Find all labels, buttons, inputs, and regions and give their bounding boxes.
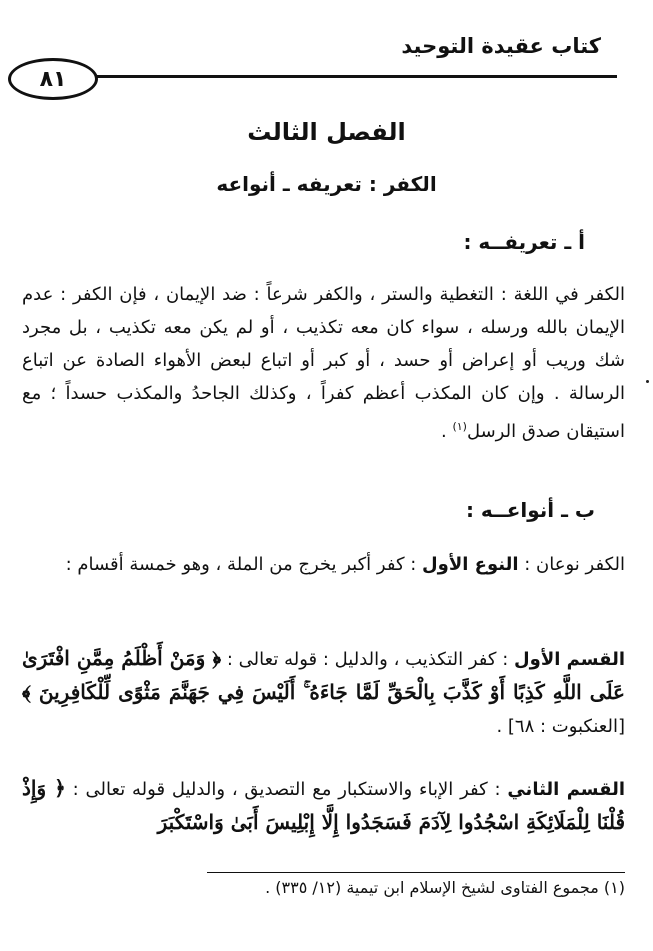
chapter-title: الفصل الثالث [247,118,406,146]
footnote-marker[interactable]: (١) [452,420,467,433]
first-type-label: النوع الأول [422,554,519,575]
category-1-text: : كفر التكذيب ، والدليل : قوله تعالى : [221,649,515,670]
category-2-verse: ﴿ وَإِذْ قُلْنَا لِلْمَلَائِكَةِ اسْجُدُوا لِآدَمَ فَسَجَدُوا إِلَّا إِبْلِيسَ أَبَىٰ وَاسْتَكْبَرَ [22,776,625,834]
page-number: ٨١ [39,66,67,92]
chapter-subtitle: الكفر : تعريفه ـ أنواعه [216,172,437,196]
footnote-rule [207,872,625,873]
category-2-paragraph [22,772,625,840]
category-1-verse: ﴿ وَمَنْ أَظْلَمُ مِمَّنِ افْتَرَىٰ عَلَى اللَّهِ كَذِبًا أَوْ كَذَّبَ بِالْحَقِّ لَمَّا جَاءَهُ ۚ أَلَيْسَ فِي جَهَنَّمَ مَثْوًى لِّلْكَافِرِينَ ﴾ [22,646,625,704]
footnote: (١) مجموع الفتاوى لشيخ الإسلام ابن تيمية (١٢/ ٣٣٥) . [265,878,625,897]
intro-text-1: الكفر نوعان : [518,554,625,575]
category-1-reference: [العنكبوت : ٦٨] . [496,716,625,737]
category-1-label: القسم الأول [514,649,625,670]
page-number-badge [8,58,98,100]
category-2-label: القسم الثاني [507,779,626,800]
section-a-paragraph [22,278,625,448]
margin-mark [646,380,649,383]
definition-end: . [441,421,453,442]
intro-text-2: : كفر أكبر يخرج من الملة ، وهو خمسة أقسام : [65,554,423,575]
category-2-text: : كفر الإباء والاستكبار مع التصديق ، والدليل قوله تعالى : [65,779,508,800]
section-a-heading: أ ـ تعريفــه : [463,230,585,254]
definition-text: الكفر في اللغة : التغطية والستر ، والكفر شرعاً : ضد الإيمان ، فإن الكفر : عدم الإيمان بالله ورسله ، سواء كان معه تكذيب ، أو لم يكن معه تكذيب ، بل مجرد شك وريب أو إعراض أو حسد ، أو كبر أو اتباع لبعض الأهواء الصادة عن اتباع الرسالة . وإن كان المكذب أعظم كفراً ، وكذلك الجاحدُ والمكذب حسداً ؛ مع استيقان صدق الرسل [22,284,625,442]
section-b-heading: ب ـ أنواعــه : [465,498,595,522]
category-1-paragraph [22,642,625,743]
header-rule [96,75,617,78]
section-b-intro [22,548,625,581]
running-header-title: كتاب عقيدة التوحيد [401,34,601,58]
